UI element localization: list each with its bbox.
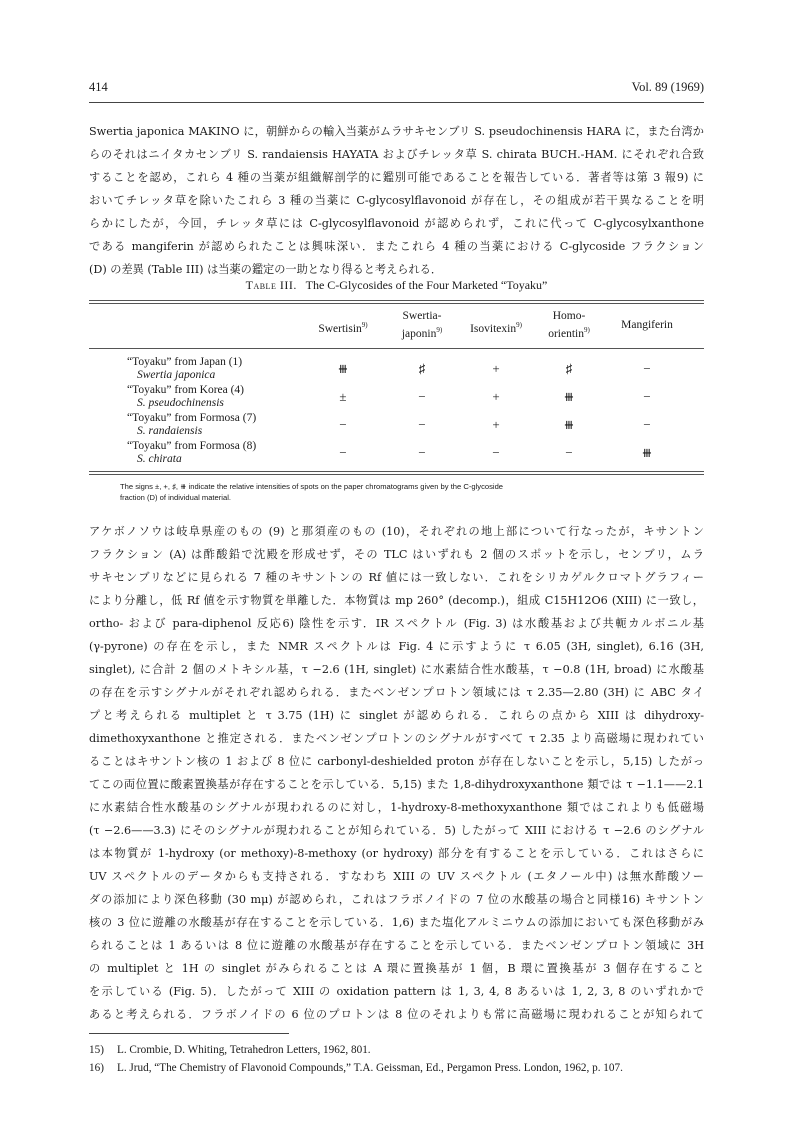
paragraph-2	[89, 520, 704, 1026]
row-label: “Toyaku” from Japan (1) Swertia japonica	[127, 356, 243, 381]
table-cell: ♯	[565, 361, 573, 376]
table-row	[89, 411, 704, 439]
text-line: を示している (Fig. 5)．したがって XIII の oxidation pattern は 1, 3, 4, 8 あるいは 1, 2, 3, 8 のいずれかで	[89, 985, 704, 998]
text-line: あると考えられる．フラボノイドの 6 位のプロトンは 8 位のそれよりも常に高磁場に現われることが知られて	[89, 1008, 704, 1021]
table-caption	[89, 278, 704, 293]
text-line: は本物質が 1-hydroxy (or methoxy)-8-methoxy (or hydroxy) 部分を有することを示している．これはさらに	[89, 847, 704, 860]
table-footnote: The signs ±, +, ♯, ⧻ indicate the relative intensities of spots on the paper chromatograms given by the C-glycoside fraction (D) of individual material.	[120, 482, 504, 502]
row-label: “Toyaku” from Formosa (7) S. randaiensis	[127, 412, 257, 437]
table-cell: −	[565, 445, 573, 460]
table-cell: −	[339, 445, 347, 460]
table-cell: −	[418, 445, 426, 460]
text-line: UV スペクトルのデータからも支持される．すなわち XIII の UV スペクトル (エタノール中) は無水酢酸ソー	[89, 870, 704, 883]
table-cell: −	[643, 417, 651, 432]
text-line: Swertia japonica MAKINO に，朝鮮からの輸入当薬がムラサキセンブリ S. pseudochinensis HARA に，また台湾か	[89, 125, 704, 138]
table-row	[89, 383, 704, 411]
text-line: singlet), に合計 2 個のメトキシル基，τ −2.6 (1H, singlet) に水素結合性水酸基，τ −0.8 (1H, broad) に水酸基	[89, 663, 704, 676]
footnote-text: L. Jrud, “The Chemistry of Flavonoid Compounds,” T.A. Geissman, Ed., Pergamon Press. London, 1962, p. 107.	[117, 1062, 623, 1074]
row-species: S. randaiensis	[137, 425, 203, 437]
column-header-swertisin: Swertisin$^{9)}$	[318, 321, 368, 335]
row-species: S. pseudochinensis	[137, 397, 224, 409]
table-cell: −	[492, 445, 500, 460]
text-line: ダの添加により深色移動 (30 mμ) が認められ，これはフラボノイドの 7 位の水酸基の場合と同様16) キサントン	[89, 893, 704, 906]
text-line: dimethoxyxanthone と推定される．またベンゼンプロトンのシグナルがすべて τ 2.35 より高磁場に現われてい	[89, 732, 704, 745]
table-cell: ♯	[418, 361, 426, 376]
table-cell: −	[643, 361, 651, 376]
footnote-text: L. Crombie, D. Whiting, Tetrahedron Letters, 1962, 801.	[117, 1044, 371, 1056]
text-line: である mangiferin が認められたことは興味深い．またこれら 4 種の当薬における C-glycoside フラクション	[89, 240, 704, 253]
table-cell: ±	[339, 389, 347, 404]
column-header-swertiajaponin: Swertia- japonin$^{9)}$	[401, 310, 443, 340]
glycoside-table	[89, 300, 704, 475]
table-cell: ⧻	[563, 417, 575, 432]
row-species: S. chirata	[137, 453, 182, 465]
text-line: プと考えられる multiplet と τ 3.75 (1H) に singlet が認められる．これらの点から XIII は dihydroxy-	[89, 709, 704, 722]
text-line: 核の 3 位に遊離の水酸基が存在することを示している．1,6) また塩化アルミニウムの添加においても深色移動がみ	[89, 916, 704, 929]
table-cell: +	[492, 417, 500, 432]
text-line: の multiplet と 1H の singlet がみられることは A 環に置換基が 1 個，B 環に置換基が 3 個存在すること	[89, 962, 704, 975]
text-line: (τ −2.6——3.3) にそのシグナルが現われることが知られている．5) したがって XIII における τ −2.6 のシグナル	[89, 824, 704, 837]
text-line: おいてチレッタ草を除いたこれら 3 種の当薬に C-glycosylflavonoid が存在し，その組成が若干異なることを明	[89, 194, 704, 207]
table-header	[89, 304, 704, 348]
table-cell: ⧻	[337, 361, 349, 376]
page-number: 414	[89, 80, 108, 94]
footnote-number: 15)	[89, 1044, 104, 1056]
table-cell: ⧻	[641, 445, 653, 460]
column-header-mangiferin: Mangiferin	[621, 319, 673, 331]
text-line: フラクション (A) は酢酸鉛で沈殿を形成せず，その TLC はいずれも 2 個のスポットを示し，センブリ，ムラ	[89, 548, 704, 561]
row-label: “Toyaku” from Korea (4) S. pseudochinensis	[127, 384, 245, 409]
text-line: られることは 1 あるいは 8 位に遊離の水酸基が存在することを示している．またベンゼンプロトン領域に 3H	[89, 939, 704, 952]
table-cell: −	[643, 389, 651, 404]
row-species: Swertia japonica	[137, 369, 216, 381]
text-line: てこの両位置に酸素置換基が存在することを示している．5,15) また 1,8-dihydroxyxanthone 類では τ −1.1——2.1	[89, 778, 704, 791]
volume-label: Vol. 89 (1969)	[631, 80, 704, 94]
text-line: サキセンブリなどに見られる 7 種のキサントンの Rf 値には一致しない．これをシリカゲルクロマトグラフィー	[89, 571, 704, 584]
header-rule	[89, 102, 704, 103]
table-cell: −	[418, 417, 426, 432]
text-line: ることはキサントン核の 1 および 8 位に carbonyl-deshielded proton が存在しないことを示し，5,15) したがっ	[89, 755, 704, 768]
column-header-homoorientin: Homo- orientin$^{9)}$	[548, 310, 590, 340]
text-line: することを認め，これら 4 種の当薬が組織解剖学的に鑑別可能であることを報告している．著者等は第 3 報9) に	[89, 171, 704, 184]
table-cell: −	[339, 417, 347, 432]
table-cell: −	[418, 389, 426, 404]
text-line: の存在を示すシグナルがそれぞれ認められる．またベンゼンプロトン領域には τ 2.35—2.80 (3H) に ABC タイ	[89, 686, 704, 699]
text-line: (D) の差異 (Table III) は当薬の鑑定の一助となり得ると考えられる．	[89, 263, 443, 276]
paragraph-1	[89, 120, 704, 281]
text-line: に水素結合性水酸基のシグナルが現われるのに対し，1-hydroxy-8-methoxyxanthone 類ではこれよりも低磁場	[89, 801, 704, 814]
text-line: ortho- および para-diphenol 反応6) 陰性を示す．IR スペクトル (Fig. 3) は水酸基および共軛カルボニル基	[89, 617, 704, 630]
row-label: “Toyaku” from Formosa (8) S. chirata	[127, 440, 257, 465]
table-cell: +	[492, 361, 500, 376]
text-line: により分離し，低 Rf 値を示す物質を単離した．本物質は mp 260° (decomp.)，組成 C15H12O6 (XIII) に一致し，	[89, 594, 704, 607]
table-label: Table III.	[245, 278, 297, 292]
text-line: (γ-pyrone) の存在を示し，また NMR スペクトルは Fig. 4 に示すように τ 6.05 (3H, singlet), 6.16 (3H,	[89, 640, 704, 653]
table-cell: ⧻	[563, 389, 575, 404]
footnote-number: 16)	[89, 1062, 104, 1074]
table-row	[89, 355, 704, 383]
table-bottom-rule	[89, 471, 704, 475]
running-header	[89, 80, 704, 100]
table-cell: +	[492, 389, 500, 404]
text-line: らかにしたが，今回，チレッタ草には C-glycosylflavonoid が認められず，これに代って C-glycosylxanthone	[89, 217, 704, 230]
text-line: らのそれはニイタカセンブリ S. randaiensis HAYATA およびチレッタ草 S. chirata BUCH.-HAM. にそれぞれ合致	[89, 148, 704, 161]
text-line: アケボノソウは岐阜県産のもの (9) と那須産のもの (10)，それぞれの地上部について行なったが，キサントン	[89, 525, 704, 538]
table-row	[89, 439, 704, 467]
table-title: The C-Glycosides of the Four Marketed “Toyaku”	[305, 278, 548, 292]
column-header-isovitexin: Isovitexin$^{9)}$	[470, 321, 522, 335]
footnote-rule	[89, 1033, 289, 1034]
